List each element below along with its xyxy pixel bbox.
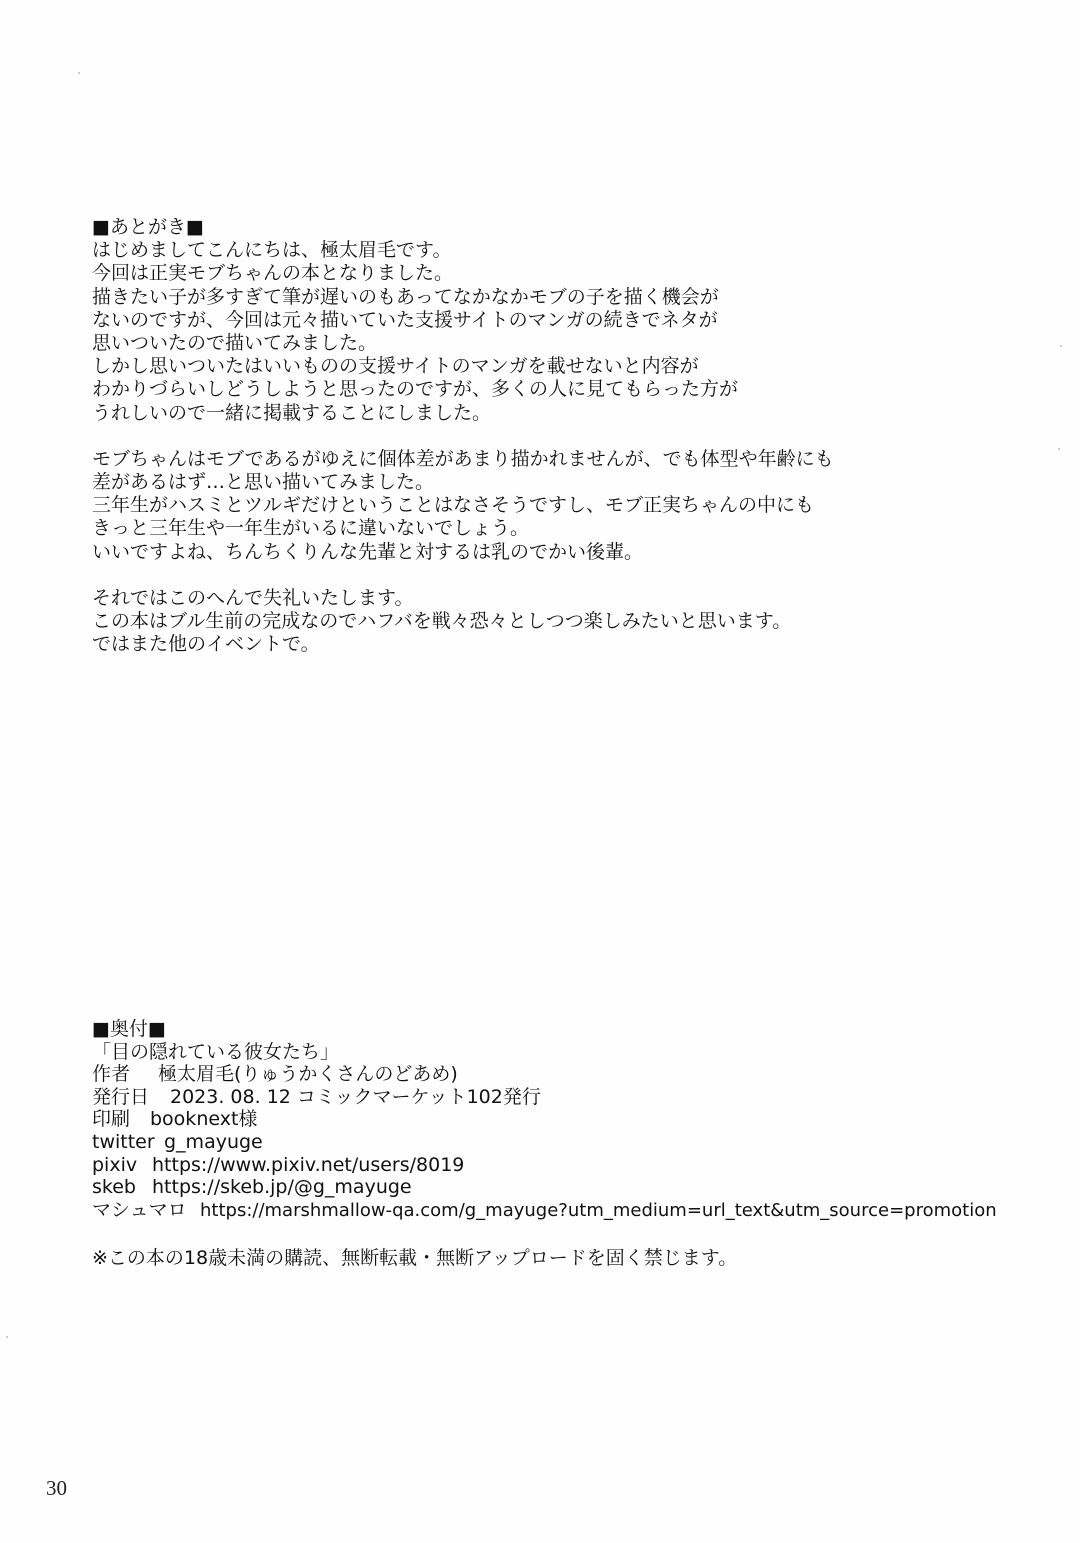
colophon-row-author: [92, 1063, 1052, 1086]
paper-speck: [78, 72, 80, 74]
pixiv-url: https://www.pixiv.net/users/8019: [152, 1153, 465, 1176]
colophon-row-date: [92, 1086, 1052, 1109]
colophon-label: 印刷: [92, 1108, 131, 1131]
colophon-row-skeb: [92, 1176, 1052, 1199]
book-title: 「目の隠れている彼女たち」: [92, 1040, 340, 1063]
afterword-line: はじめましてこんにちは、極太眉毛です。: [92, 239, 452, 262]
afterword-line: 描きたい子が多すぎて筆が遅いのもあってなかなかモブの子を描く機会が: [92, 285, 719, 308]
skeb-url: https://skeb.jp/@g_mayuge: [152, 1176, 412, 1199]
colophon-value: 2023. 08. 12 コミックマーケット102発行: [170, 1085, 541, 1108]
afterword-line: 三年生がハスミとツルギだけということはなさそうですし、モブ正実ちゃんの中にも: [92, 494, 815, 517]
paragraph-gap: [92, 425, 1052, 448]
afterword-line: モブちゃんはモブであるがゆえに個体差があまり描かれませんが、でも体型や年齢にも: [92, 447, 834, 470]
twitter-handle: g_mayuge: [164, 1130, 263, 1153]
afterword-line: ないのですが、今回は元々描いていた支援サイトのマンガの続きでネタが: [92, 308, 718, 331]
afterword-line: それではこのへんで失礼いたします。: [92, 587, 414, 609]
afterword-line: きっと三年生や一年生がいるに違いないでしょう。: [92, 517, 530, 540]
afterword-line: この本はブル生前の完成なのでハフバを戦々恐々としつつ楽しみたいと思います。: [92, 610, 792, 633]
afterword-heading: ■あとがき■: [92, 216, 204, 238]
colophon-label: 発行日: [92, 1085, 150, 1108]
colophon-row-twitter: [92, 1131, 1052, 1154]
colophon-label: skeb: [92, 1176, 136, 1199]
colophon-row-marshmallow: [92, 1199, 1052, 1222]
afterword-line: いいですよね、ちんちくりんな先輩と対するは乳のでかい後輩。: [92, 540, 644, 563]
colophon-label: マシュマロ: [92, 1198, 187, 1221]
afterword-line: わかりづらいしどうしようと思ったのですが、多くの人に見てもらった方が: [92, 378, 739, 401]
paper-speck: [1060, 345, 1062, 347]
afterword-line: 思いついたので描いてみました。: [92, 331, 378, 354]
afterword-line: うれしいので一緒に掲載することにしました。: [92, 401, 492, 424]
colophon-heading: ■奥付■: [92, 1018, 166, 1040]
colophon-section: [92, 1018, 1052, 1221]
colophon-label: twitter: [92, 1130, 155, 1153]
afterword-line: 今回は正実モブちゃんの本となりました。: [92, 262, 454, 285]
paper-speck: [6, 1336, 8, 1338]
marshmallow-url: https://marshmallow-qa.com/g_mayuge?utm_medium=url_text&utm_source=promotion: [200, 1199, 997, 1221]
colophon-value: booknext様: [150, 1108, 258, 1131]
paper-speck: [1058, 448, 1060, 450]
colophon-value: 極太眉毛(りゅうかくさんのどあめ): [158, 1063, 458, 1086]
page-number: 30: [46, 1476, 67, 1500]
afterword-line: ではまた他のイベントで。: [92, 633, 320, 656]
age-restriction-notice: ※この本の18歳未満の購読、無断転載・無断アップロードを固く禁じます。: [92, 1247, 738, 1269]
afterword-line: 差があるはず…と思い描いてみました。: [92, 471, 435, 494]
colophon-label: pixiv: [92, 1153, 138, 1176]
colophon-label: 作者: [92, 1063, 131, 1086]
afterword-section: [92, 216, 1052, 657]
colophon-row-pixiv: [92, 1154, 1052, 1177]
paragraph-gap: [92, 564, 1052, 587]
afterword-line: しかし思いついたはいいものの支援サイトのマンガを載せないと内容が: [92, 355, 699, 378]
colophon-row-print: [92, 1108, 1052, 1131]
